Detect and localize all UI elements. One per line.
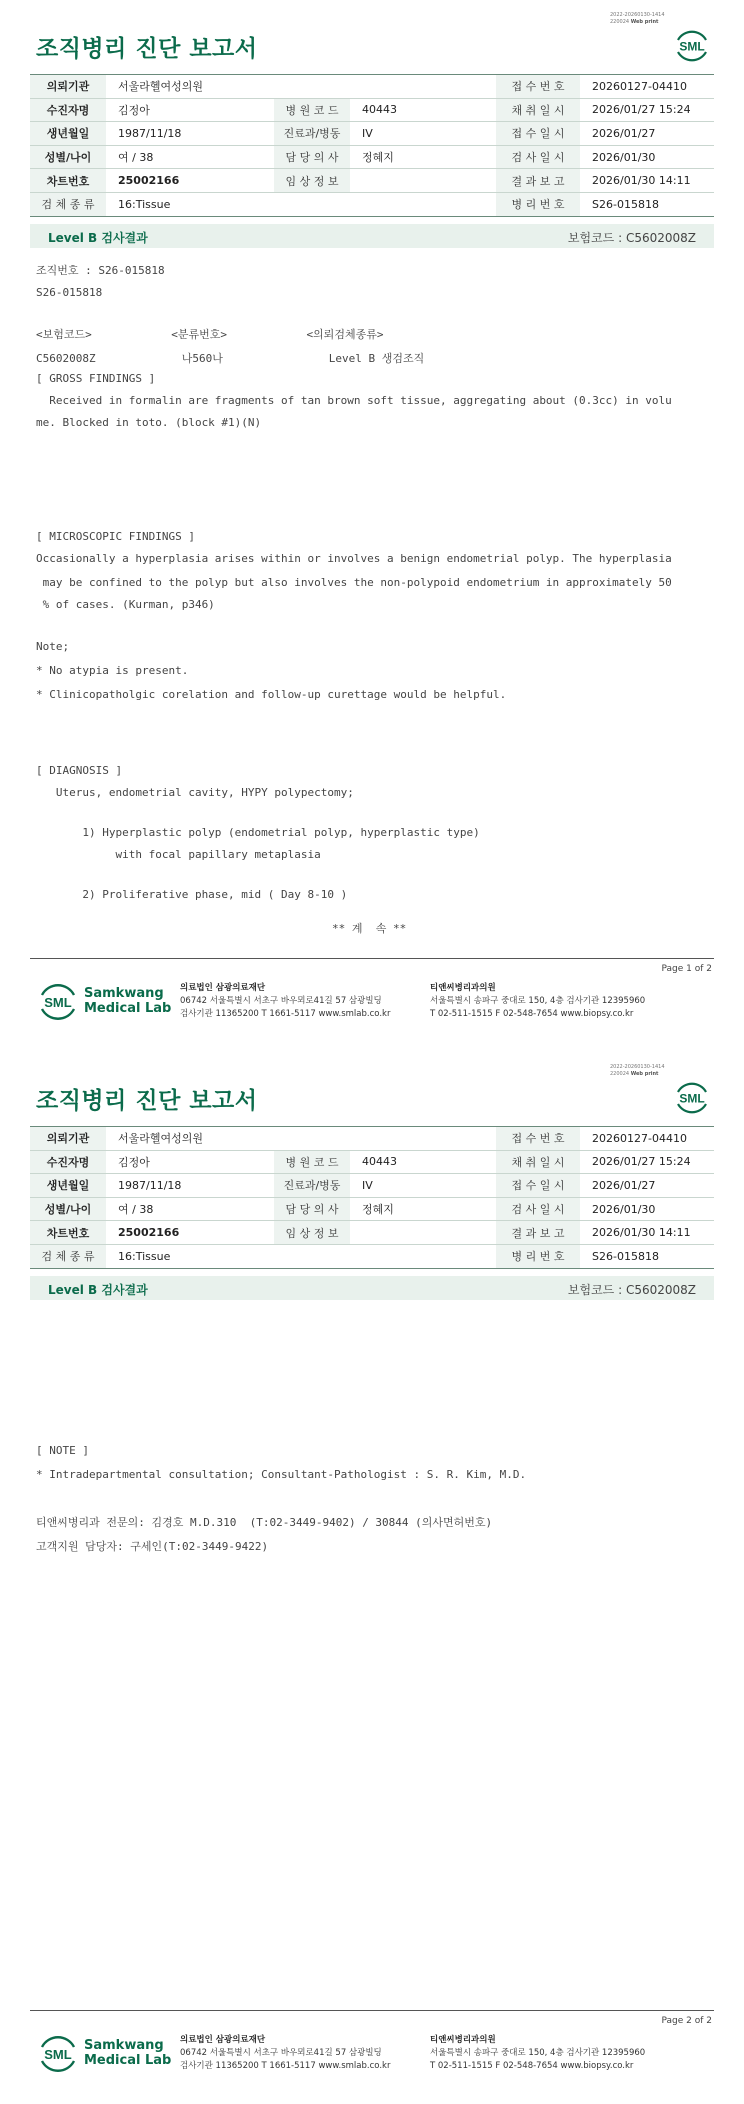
info-value: 40443	[350, 98, 496, 122]
report-line: Note;	[36, 640, 70, 653]
info-row	[30, 122, 714, 146]
info-value: 서울라헬여성의원	[106, 1127, 496, 1151]
info-value	[350, 169, 496, 193]
report-line: [ DIAGNOSIS ]	[36, 764, 123, 777]
report-line: * Clinicopatholgic corelation and follow-up curettage would be helpful.	[36, 688, 507, 701]
footer-brand	[84, 986, 171, 1016]
info-label: 진료과/병동	[274, 1174, 350, 1198]
report-line: <보험코드> <분류번호> <의뢰검체종류>	[36, 328, 384, 341]
info-value: 25002166	[106, 1221, 274, 1245]
info-value: 2026/01/30	[580, 1197, 714, 1221]
insurance-code: 보험코드 : C5602008Z	[567, 231, 696, 245]
report-line: [ GROSS FINDINGS ]	[36, 372, 156, 385]
page-number: Page 2 of 2	[661, 2016, 712, 2026]
report-line: [ NOTE ]	[36, 1444, 89, 1457]
info-value: 2026/01/27	[580, 122, 714, 146]
info-row	[30, 169, 714, 193]
info-label: 담 당 의 사	[274, 145, 350, 169]
info-label: 담 당 의 사	[274, 1197, 350, 1221]
footer-col1-heading: 의료법인 삼광의료재단	[180, 2035, 266, 2045]
sml-logo-text: SML	[679, 39, 705, 54]
footer-col1-heading: 의료법인 삼광의료재단	[180, 983, 266, 993]
info-label: 검 체 종 류	[30, 192, 106, 216]
info-value: 김정아	[106, 1150, 274, 1174]
info-label: 차트번호	[30, 1221, 106, 1245]
report-line: * Intradepartmental consultation; Consultant-Pathologist : S. R. Kim, M.D.	[36, 1468, 527, 1481]
info-label: 검 사 일 시	[496, 145, 580, 169]
print-meta-line1: 2022-20260130-1414	[610, 12, 665, 18]
info-value: 16:Tissue	[106, 192, 496, 216]
report-line: me. Blocked in toto. (block #1)(N)	[36, 416, 262, 429]
sml-logo-icon	[672, 1078, 712, 1118]
samkwang-logo-text: SML	[44, 2047, 72, 2062]
info-label: 접 수 일 시	[496, 1174, 580, 1198]
info-label: 채 취 일 시	[496, 98, 580, 122]
level-b-result-bar	[30, 224, 714, 248]
info-value: 김정아	[106, 98, 274, 122]
print-meta	[610, 1064, 665, 1078]
report-title: 조직병리 진단 보고서	[36, 1088, 258, 1114]
report-line: % of cases. (Kurman, p346)	[36, 598, 215, 611]
info-value: 25002166	[106, 169, 274, 193]
brand-line2: Medical Lab	[84, 1001, 172, 1016]
info-value: 정혜지	[350, 1197, 496, 1221]
print-meta-line1: 2022-20260130-1414	[610, 1064, 665, 1070]
info-label: 검 체 종 류	[30, 1244, 106, 1268]
info-label: 의뢰기관	[30, 1127, 106, 1151]
info-value: 2026/01/30 14:11	[580, 1221, 714, 1245]
info-row	[30, 145, 714, 169]
insurance-code: 보험코드 : C5602008Z	[567, 1283, 696, 1297]
info-label: 임 상 정 보	[274, 169, 350, 193]
info-row	[30, 98, 714, 122]
footer-col1-address: 06742 서울특별시 서초구 바우뫼로41길 57 삼광빌딩	[180, 2048, 382, 2058]
info-label: 생년월일	[30, 122, 106, 146]
print-meta	[610, 12, 665, 26]
info-label: 채 취 일 시	[496, 1150, 580, 1174]
info-value: 2026/01/27	[580, 1174, 714, 1198]
info-row	[30, 1150, 714, 1174]
report-line: Uterus, endometrial cavity, HYPY polypectomy;	[36, 786, 354, 799]
info-label: 병 리 번 호	[496, 192, 580, 216]
info-value: S26-015818	[580, 192, 714, 216]
footer-brand	[84, 2038, 171, 2068]
info-label: 의뢰기관	[30, 75, 106, 99]
info-label: 성별/나이	[30, 145, 106, 169]
report-line: may be confined to the polyp but also involves the non-polypoid endometrium in approximately 50	[36, 576, 672, 589]
report-line: C5602008Z 나560나 Level B 생검조직	[36, 352, 425, 365]
info-row	[30, 1174, 714, 1198]
report-line: Received in formalin are fragments of tan brown soft tissue, aggregating about (0.3cc) in volu	[36, 394, 672, 407]
report-line: * No atypia is present.	[36, 664, 189, 677]
info-label: 접 수 번 호	[496, 75, 580, 99]
info-value: 40443	[350, 1150, 496, 1174]
info-label: 생년월일	[30, 1174, 106, 1198]
report-page	[0, 1052, 744, 2104]
info-label: 결 과 보 고	[496, 169, 580, 193]
info-label: 차트번호	[30, 169, 106, 193]
info-label: 검 사 일 시	[496, 1197, 580, 1221]
footer-col2-address: 서울특별시 송파구 중대로 150, 4층 검사기관 12395960	[430, 2048, 646, 2058]
samkwang-logo-icon	[36, 2032, 80, 2076]
info-value: 정혜지	[350, 145, 496, 169]
info-value	[350, 1221, 496, 1245]
info-value: IV	[350, 1174, 496, 1198]
info-label: 진료과/병동	[274, 122, 350, 146]
info-row	[30, 1244, 714, 1268]
report-line: 고객지원 담당자: 구세인(T:02-3449-9422)	[36, 1540, 269, 1553]
brand-line2: Medical Lab	[84, 2053, 172, 2068]
info-value: 20260127-04410	[580, 75, 714, 99]
info-label: 병 원 코 드	[274, 1150, 350, 1174]
footer-col1-address: 06742 서울특별시 서초구 바우뫼로41길 57 삼광빌딩	[180, 996, 382, 1006]
patient-info-table	[30, 74, 714, 217]
report-line: with focal papillary metaplasia	[36, 848, 321, 861]
info-value: 서울라헬여성의원	[106, 75, 496, 99]
info-row	[30, 1197, 714, 1221]
info-value: 2026/01/30	[580, 145, 714, 169]
section-title: Level B 검사결과	[48, 231, 148, 245]
info-value: 1987/11/18	[106, 122, 274, 146]
info-value: 2026/01/27 15:24	[580, 1150, 714, 1174]
report-line: 1) Hyperplastic polyp (endometrial polyp, hyperplastic type)	[36, 826, 480, 839]
report-line: 2) Proliferative phase, mid ( Day 8-10 )	[36, 888, 348, 901]
report-line: 조직번호 : S26-015818	[36, 264, 165, 277]
samkwang-logo-icon	[36, 980, 80, 1024]
info-value: 2026/01/27 15:24	[580, 98, 714, 122]
info-row	[30, 75, 714, 99]
samkwang-logo-text: SML	[44, 995, 72, 1010]
info-row	[30, 1221, 714, 1245]
footer-divider	[30, 2010, 714, 2011]
sml-logo-icon	[672, 26, 712, 66]
report-line: ** 계 속 **	[332, 922, 407, 935]
footer-col1-contact: 검사기관 11365200 T 1661-5117 www.smlab.co.kr	[180, 2061, 391, 2071]
info-label: 성별/나이	[30, 1197, 106, 1221]
footer-tnc-info	[430, 2034, 645, 2073]
patient-info-table	[30, 1126, 714, 1269]
footer-col2-heading: 티앤씨병리과의원	[430, 2035, 496, 2045]
print-meta-line2: 220024 Web print	[610, 1071, 659, 1077]
info-label: 임 상 정 보	[274, 1221, 350, 1245]
info-label: 병 리 번 호	[496, 1244, 580, 1268]
info-label: 접 수 번 호	[496, 1127, 580, 1151]
footer-col2-contact: T 02-511-1515 F 02-548-7654 www.biopsy.co.kr	[430, 2061, 634, 2071]
report-line: [ MICROSCOPIC FINDINGS ]	[36, 530, 195, 543]
report-line: S26-015818	[36, 286, 103, 299]
section-title: Level B 검사결과	[48, 1283, 148, 1297]
report-title: 조직병리 진단 보고서	[36, 36, 258, 62]
brand-line1: Samkwang	[84, 986, 164, 1001]
report-line: 티앤씨병리과 전문의: 김경호 M.D.310 (T:02-3449-9402) / 30844 (의사면허번호)	[36, 1516, 493, 1529]
footer-tnc-info	[430, 982, 645, 1021]
page-number: Page 1 of 2	[661, 964, 712, 974]
sml-logo-text: SML	[679, 1091, 705, 1106]
level-b-result-bar	[30, 1276, 714, 1300]
info-value: S26-015818	[580, 1244, 714, 1268]
footer-samkwang-info	[180, 2034, 390, 2073]
footer-col1-contact: 검사기관 11365200 T 1661-5117 www.smlab.co.kr	[180, 1009, 391, 1019]
info-label: 수진자명	[30, 98, 106, 122]
footer-samkwang-info	[180, 982, 390, 1021]
info-label: 병 원 코 드	[274, 98, 350, 122]
info-value: 20260127-04410	[580, 1127, 714, 1151]
info-value: 2026/01/30 14:11	[580, 169, 714, 193]
footer-col2-address: 서울특별시 송파구 중대로 150, 4층 검사기관 12395960	[430, 996, 646, 1006]
info-row	[30, 192, 714, 216]
info-value: 여 / 38	[106, 145, 274, 169]
info-value: IV	[350, 122, 496, 146]
print-meta-line2: 220024 Web print	[610, 19, 659, 25]
footer-divider	[30, 958, 714, 959]
info-label: 접 수 일 시	[496, 122, 580, 146]
report-line: Occasionally a hyperplasia arises within or involves a benign endometrial polyp. The hyperplasia	[36, 552, 672, 565]
info-value: 1987/11/18	[106, 1174, 274, 1198]
info-label: 결 과 보 고	[496, 1221, 580, 1245]
brand-line1: Samkwang	[84, 2038, 164, 2053]
footer-col2-heading: 티앤씨병리과의원	[430, 983, 496, 993]
info-value: 여 / 38	[106, 1197, 274, 1221]
info-label: 수진자명	[30, 1150, 106, 1174]
footer-col2-contact: T 02-511-1515 F 02-548-7654 www.biopsy.co.kr	[430, 1009, 634, 1019]
info-row	[30, 1127, 714, 1151]
info-value: 16:Tissue	[106, 1244, 496, 1268]
